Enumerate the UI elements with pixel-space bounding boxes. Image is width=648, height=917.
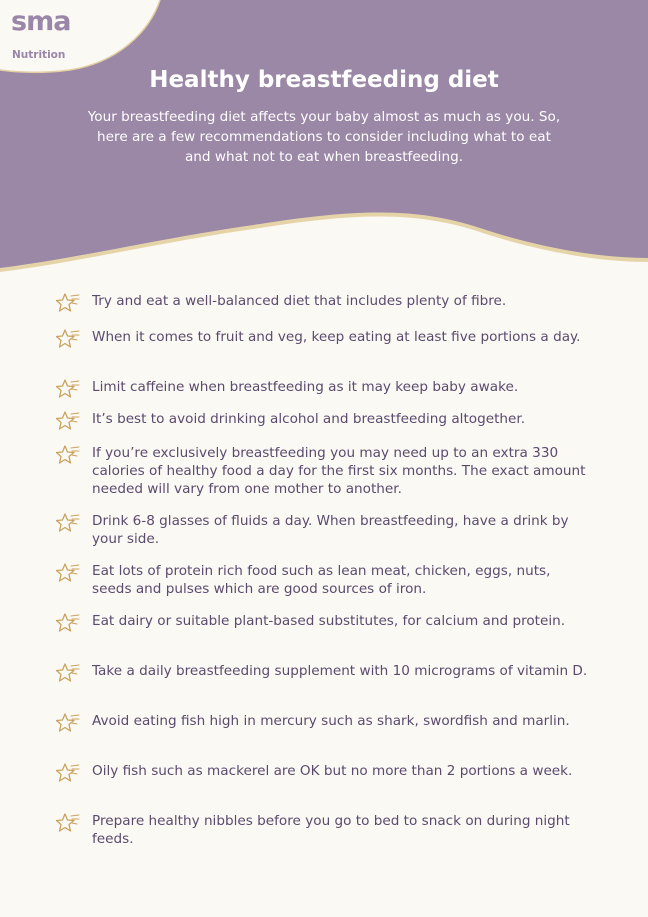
star-icon [56, 563, 80, 583]
recommendation-text: Prepare healthy nibbles before you go to bed to snack on during night feeds. [92, 813, 570, 847]
recommendation-item [56, 328, 596, 349]
sma-nutrition-logo [0, 0, 82, 68]
recommendation-text: Take a daily breastfeeding supplement with 10 micrograms of vitamin D. [92, 663, 588, 679]
intro-paragraph: Your breastfeeding diet affects your baby almost as much as you. So, here are a few recommendations to consider including what to eat and what not to eat when breastfeeding. [87, 109, 561, 165]
recommendation-item [56, 612, 596, 633]
star-icon [56, 613, 80, 633]
recommendation-text: Avoid eating fish high in mercury such as shark, swordfish and marlin. [92, 713, 570, 729]
star-icon [56, 813, 80, 833]
logo-subtitle: Nutrition [12, 49, 66, 61]
recommendation-text: Oily fish such as mackerel are OK but no more than 2 portions a week. [92, 763, 573, 779]
recommendation-item [56, 712, 596, 733]
star-icon [56, 763, 80, 783]
recommendation-item [56, 512, 596, 548]
recommendation-text: Limit caffeine when breastfeeding as it may keep baby awake. [92, 379, 519, 395]
recommendation-item [56, 562, 596, 598]
star-icon [56, 293, 80, 313]
recommendation-item [56, 410, 596, 431]
recommendation-item [56, 292, 596, 313]
recommendation-text: If you’re exclusively breastfeeding you may need up to an extra 330 calories of healthy food a day for the first six months. The exact amount needed will vary from one mother to another. [92, 445, 586, 497]
recommendation-text: Try and eat a well-balanced diet that includes plenty of fibre. [92, 293, 507, 309]
recommendation-item [56, 662, 596, 683]
star-icon [56, 411, 80, 431]
recommendation-item [56, 812, 596, 848]
recommendation-item [56, 378, 596, 399]
recommendation-text: Drink 6-8 glasses of fluids a day. When breastfeeding, have a drink by your side. [92, 513, 569, 547]
recommendation-text: Eat lots of protein rich food such as lean meat, chicken, eggs, nuts, seeds and pulses which are good sources of iron. [92, 563, 551, 597]
star-icon [56, 713, 80, 733]
recommendation-text: It’s best to avoid drinking alcohol and breastfeeding altogether. [92, 411, 526, 427]
recommendation-text: Eat dairy or suitable plant-based substitutes, for calcium and protein. [92, 613, 566, 629]
page-title: Healthy breastfeeding diet [149, 67, 499, 93]
recommendation-text: When it comes to fruit and veg, keep eating at least five portions a day. [92, 329, 581, 345]
star-icon [56, 513, 80, 533]
logo-mark: sma [11, 6, 71, 37]
recommendation-item [56, 444, 596, 498]
star-icon [56, 329, 80, 349]
star-icon [56, 379, 80, 399]
star-icon [56, 445, 80, 465]
star-icon [56, 663, 80, 683]
recommendation-item [56, 762, 596, 783]
